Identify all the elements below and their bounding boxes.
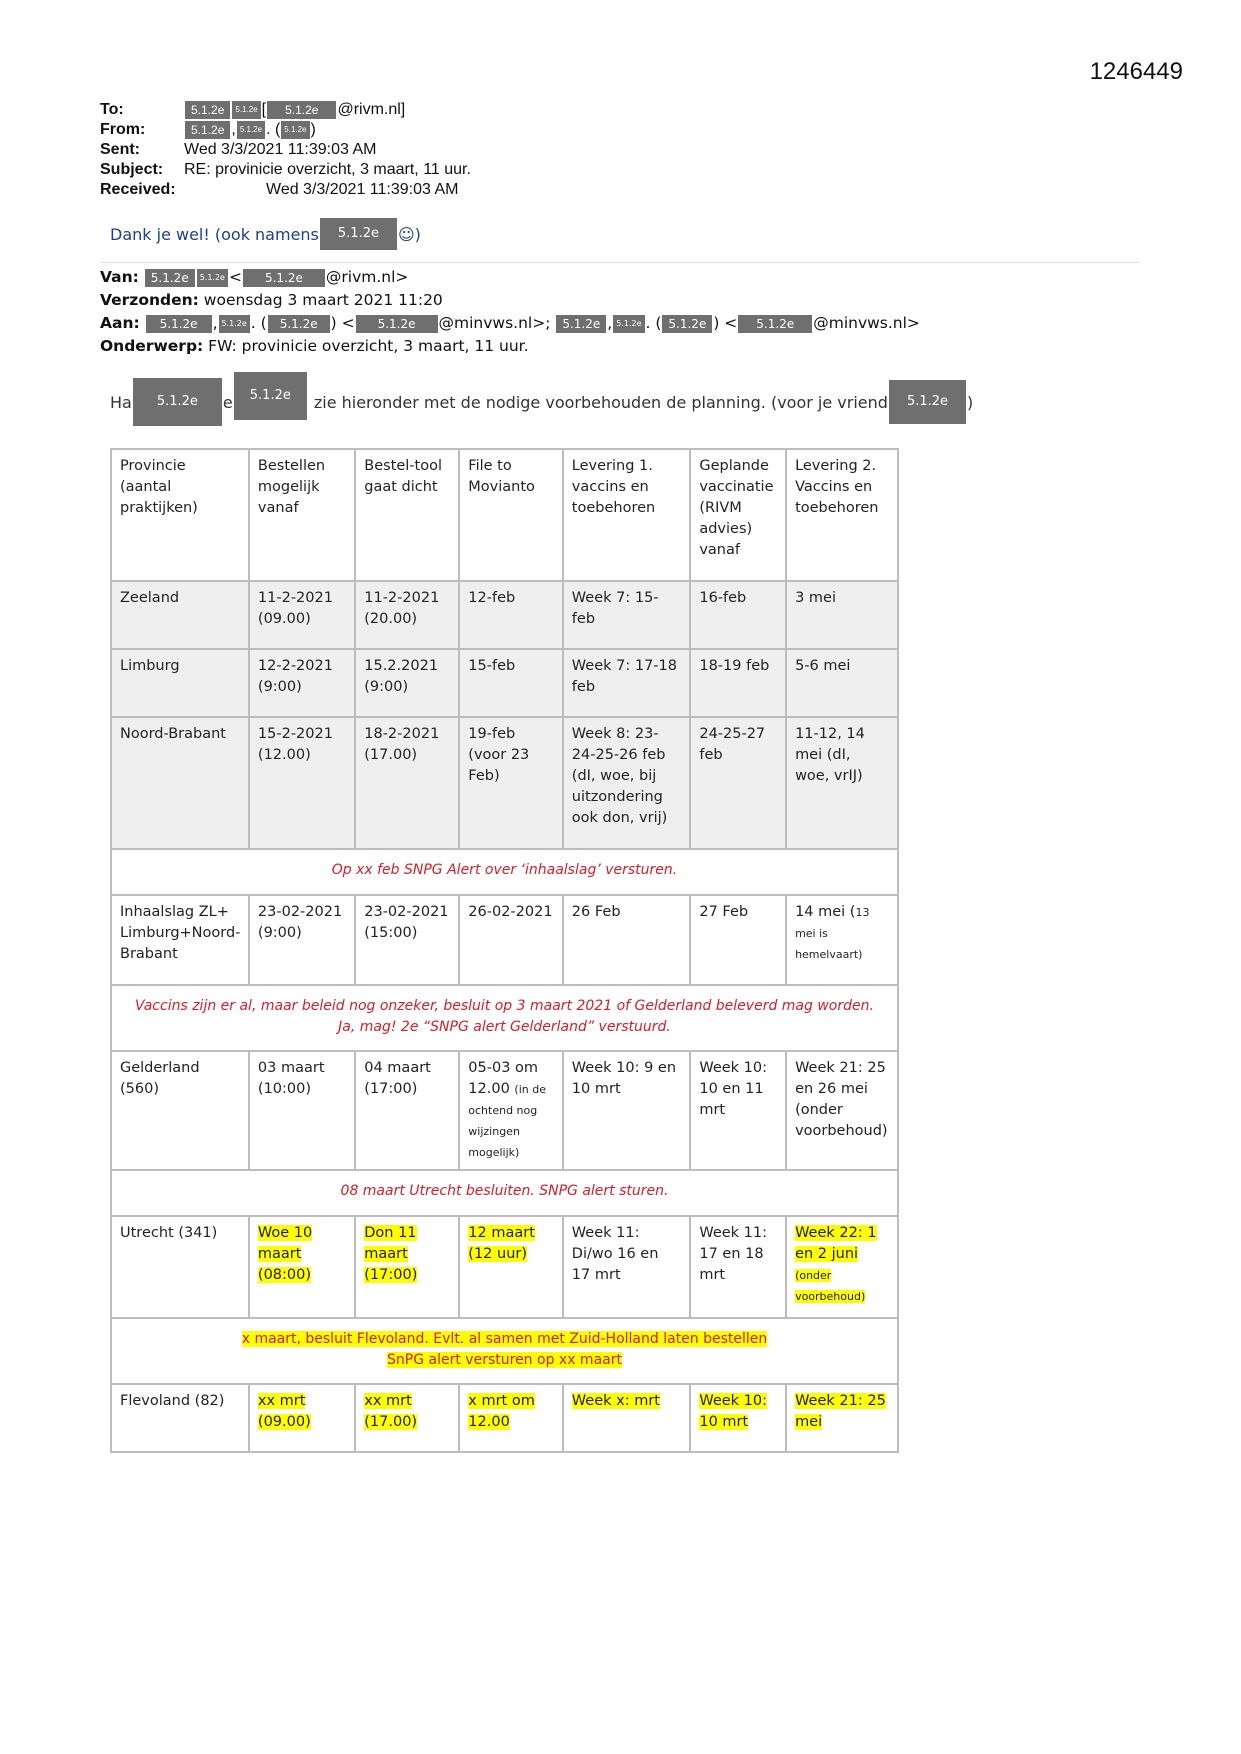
cell-text: Week 22: 1 en 2 juni — [795, 1225, 877, 1262]
table-cell: Week 11: Di/wo 16 en 17 mrt — [563, 1216, 691, 1318]
header-cell: Bestellen mogelijk vanaf — [249, 449, 355, 581]
cell-text: Week 21: 25 mei — [795, 1393, 886, 1430]
redaction: 5.1.2e — [268, 315, 330, 333]
table-note-row — [111, 1170, 898, 1216]
onderwerp-label: Onderwerp: — [100, 337, 204, 355]
table-cell: Week 7: 15-feb — [563, 581, 691, 649]
sent-label: Sent: — [100, 141, 140, 158]
received-value: Wed 3/3/2021 11:39:03 AM — [266, 181, 459, 198]
table-cell: 23-02-2021 (9:00) — [249, 895, 355, 985]
van-label: Van: — [100, 268, 139, 286]
email-header: To: 5.1.2e 5.1.2e [ 5.1.2e @rivm.nl] From: 5.1.2e , 5.1.2e . ( 5.1.2e ) Sent: Wed 3/3/2021 11:39:03 AM Subject: RE: provinicie overzicht, 3 maart, 11 uur. Received: Wed 3/3/2021 11:39:03 AM — [100, 101, 471, 198]
thanks-text: Dank je wel! (ook namens — [110, 224, 319, 244]
table-note-row — [111, 849, 898, 895]
table-cell: Week 21: 25 en 26 mei (onder voorbehoud) — [786, 1051, 898, 1170]
table-cell: Week 10: 10 en 11 mrt — [690, 1051, 786, 1170]
note-cell — [111, 1318, 898, 1384]
header-cell: Levering 1. vaccins en toebehoren — [563, 449, 691, 581]
redaction: 5.1.2e — [320, 218, 397, 250]
table-cell — [355, 1384, 459, 1452]
subject-label: Subject: — [100, 161, 164, 178]
table-cell: 27 Feb — [690, 895, 786, 985]
subject-value: RE: provinicie overzicht, 3 maart, 11 uur. — [184, 161, 471, 178]
table-cell — [786, 895, 898, 985]
table-cell: 18-19 feb — [690, 649, 786, 717]
table-cell — [786, 1216, 898, 1318]
table-cell — [459, 1216, 563, 1318]
thanks-message — [110, 218, 421, 250]
redaction: 5.1.2e — [889, 380, 966, 424]
cell-text: Don 11 maart (17:00) — [364, 1225, 418, 1283]
note-text: SnPG alert versturen op xx maart — [387, 1352, 622, 1368]
table-cell — [355, 1216, 459, 1318]
redaction: 5.1.2e — [219, 315, 250, 333]
sent-value: Wed 3/3/2021 11:39:03 AM — [184, 141, 377, 158]
aan-label: Aan: — [100, 314, 140, 332]
redaction: 5.1.2e — [662, 315, 712, 333]
redaction: 5.1.2e — [281, 121, 309, 139]
table-row-limburg — [111, 649, 898, 717]
table-cell: Flevoland (82) — [111, 1384, 249, 1452]
table-cell: Week 7: 17-18 feb — [563, 649, 691, 717]
table-row-inhaalslag — [111, 895, 898, 985]
table-header-row — [111, 449, 898, 581]
table-row-gelderland — [111, 1051, 898, 1170]
cell-text: Woe 10 maart (08:00) — [257, 1225, 313, 1283]
header-cell: File to Movianto — [459, 449, 563, 581]
table-cell: 24-25-27 feb — [690, 717, 786, 849]
header-cell: Bestel-tool gaat dicht — [355, 449, 459, 581]
greeting-end: ) — [967, 392, 974, 412]
table-cell: Inhaalslag ZL+ Limburg+Noord-Brabant — [111, 895, 249, 985]
planning-table — [110, 448, 899, 1453]
onderwerp-value: FW: provinicie overzicht, 3 maart, 11 uur. — [208, 337, 529, 355]
aan-domain-2: @minvws.nl> — [813, 314, 920, 332]
note-text: Op xx feb SNPG Alert over ‘inhaalslag’ versturen. — [111, 849, 898, 895]
greeting-start: Ha — [110, 392, 132, 412]
header-cell: Levering 2. Vaccins en toebehoren — [786, 449, 898, 581]
redaction: 5.1.2e — [267, 101, 336, 119]
from-label: From: — [100, 121, 146, 138]
table-cell: Week 8: 23-24-25-26 feb (dI, woe, bij uitzondering ook don, vrij) — [563, 717, 691, 849]
table-cell: Utrecht (341) — [111, 1216, 249, 1318]
redaction: 5.1.2e — [197, 269, 228, 287]
table-cell — [563, 1384, 691, 1452]
table-cell: 11-2-2021 (20.00) — [355, 581, 459, 649]
redaction: 5.1.2e — [146, 315, 212, 333]
table-row-noord-brabant — [111, 717, 898, 849]
redaction: 5.1.2e — [185, 121, 230, 139]
received-label: Received: — [100, 181, 176, 198]
table-cell — [459, 1051, 563, 1170]
table-cell: Zeeland — [111, 581, 249, 649]
table-cell: 19-feb (voor 23 Feb) — [459, 717, 563, 849]
cell-text: Week x: mrt — [571, 1393, 660, 1409]
verzonden-label: Verzonden: — [100, 291, 199, 309]
separator — [100, 262, 1140, 263]
van-domain: @rivm.nl> — [325, 268, 409, 286]
redaction: 5.1.2e — [232, 101, 260, 119]
note-cell — [111, 985, 898, 1051]
cell-text: x mrt om 12.00 — [468, 1393, 535, 1430]
note-text: Vaccins zijn er al, maar beleid nog onzeker, besluit op 3 maart 2021 of Gelderland beleverd mag worden. — [135, 998, 874, 1014]
table-cell — [249, 1384, 355, 1452]
redaction: 5.1.2e — [356, 315, 438, 333]
verzonden-value: woensdag 3 maart 2021 11:20 — [203, 291, 443, 309]
note-text: 08 maart Utrecht besluiten. SNPG alert sturen. — [111, 1170, 898, 1216]
note-text: x maart, besluit Flevoland. Evlt. al samen met Zuid-Holland laten bestellen — [241, 1331, 768, 1347]
table-cell: 16-feb — [690, 581, 786, 649]
aan-domain-1: @minvws.nl>; — [438, 314, 551, 332]
header-cell: Provincie (aantal praktijken) — [111, 449, 249, 581]
table-cell: Noord-Brabant — [111, 717, 249, 849]
table-cell: 11-2-2021 (09.00) — [249, 581, 355, 649]
cell-small-note: (onder voorbehoud) — [795, 1269, 866, 1303]
table-note-row — [111, 1318, 898, 1384]
header-cell: Geplande vaccinatie (RIVM advies) vanaf — [690, 449, 786, 581]
table-cell: 3 mei — [786, 581, 898, 649]
redaction: 5.1.2e — [185, 101, 230, 119]
redaction: 5.1.2e — [738, 315, 812, 333]
redaction: 5.1.2e — [613, 315, 644, 333]
thanks-end: ☺) — [397, 224, 421, 244]
cell-text: 12 maart (12 uur) — [468, 1225, 535, 1262]
redaction: 5.1.2e — [243, 269, 325, 287]
cell-text: xx mrt (17.00) — [364, 1393, 418, 1430]
cell-small-note: (in de ochtend nog wijzingen mogelijk) — [468, 1083, 546, 1159]
table-cell: 12-feb — [459, 581, 563, 649]
redaction: 5.1.2e — [556, 315, 606, 333]
document-id: 1246449 — [1089, 58, 1183, 85]
forwarded-header: Van: 5.1.2e 5.1.2e < 5.1.2e @rivm.nl> Verzonden: woensdag 3 maart 2021 11:20 Aan: 5.1.2e , 5.1.2e . ( 5.1.2e ) < 5.1.2e @minvws.nl>; 5.1.2e , 5.1.2e . ( 5.1.2e ) < 5.1.2e @minvws.nl> Onderwerp: FW: provinicie overzicht, 3 maart, 11 uur. — [100, 266, 920, 358]
redaction: 5.1.2e — [133, 378, 222, 426]
greeting-text: zie hieronder met de nodige voorbehouden de planning. (voor je vriend — [313, 392, 888, 412]
table-cell: Gelderland (560) — [111, 1051, 249, 1170]
table-cell: 04 maart (17:00) — [355, 1051, 459, 1170]
table-row-utrecht — [111, 1216, 898, 1318]
table-cell — [249, 1216, 355, 1318]
table-cell: 18-2-2021 (17.00) — [355, 717, 459, 849]
cell-text: xx mrt (09.00) — [257, 1393, 311, 1430]
table-cell: Limburg — [111, 649, 249, 717]
table-cell: 26-02-2021 — [459, 895, 563, 985]
table-cell: 12-2-2021 (9:00) — [249, 649, 355, 717]
to-label: To: — [100, 101, 124, 118]
table-cell: 11-12, 14 mei (dI, woe, vrIJ) — [786, 717, 898, 849]
to-domain: @rivm.nl] — [337, 101, 406, 118]
greeting-middle: e — [222, 392, 233, 412]
table-cell — [690, 1384, 786, 1452]
table-cell: 5-6 mei — [786, 649, 898, 717]
table-cell: Week 11: 17 en 18 mrt — [690, 1216, 786, 1318]
table-cell: 15-2-2021 (12.00) — [249, 717, 355, 849]
table-cell — [786, 1384, 898, 1452]
cell-text: 14 mei ( — [795, 904, 856, 920]
cell-text: 05-03 om 12.00 — [468, 1060, 539, 1097]
table-cell: Week 10: 9 en 10 mrt — [563, 1051, 691, 1170]
table-cell: 15.2.2021 (9:00) — [355, 649, 459, 717]
table-cell: 26 Feb — [563, 895, 691, 985]
table-row-zeeland — [111, 581, 898, 649]
redaction: 5.1.2e — [237, 121, 265, 139]
table-cell: 03 maart (10:00) — [249, 1051, 355, 1170]
table-note-row — [111, 985, 898, 1051]
cell-small-note: 13 mei is hemelvaart) — [795, 906, 870, 961]
redaction: 5.1.2e — [234, 372, 307, 420]
redaction: 5.1.2e — [145, 269, 195, 287]
table-cell: 15-feb — [459, 649, 563, 717]
table-cell: 23-02-2021 (15:00) — [355, 895, 459, 985]
table-row-flevoland — [111, 1384, 898, 1452]
note-text: Ja, mag! 2e “SNPG alert Gelderland” verstuurd. — [338, 1019, 671, 1035]
greeting — [110, 378, 973, 426]
cell-text: Week 10: 10 mrt — [699, 1393, 768, 1430]
table-cell — [459, 1384, 563, 1452]
